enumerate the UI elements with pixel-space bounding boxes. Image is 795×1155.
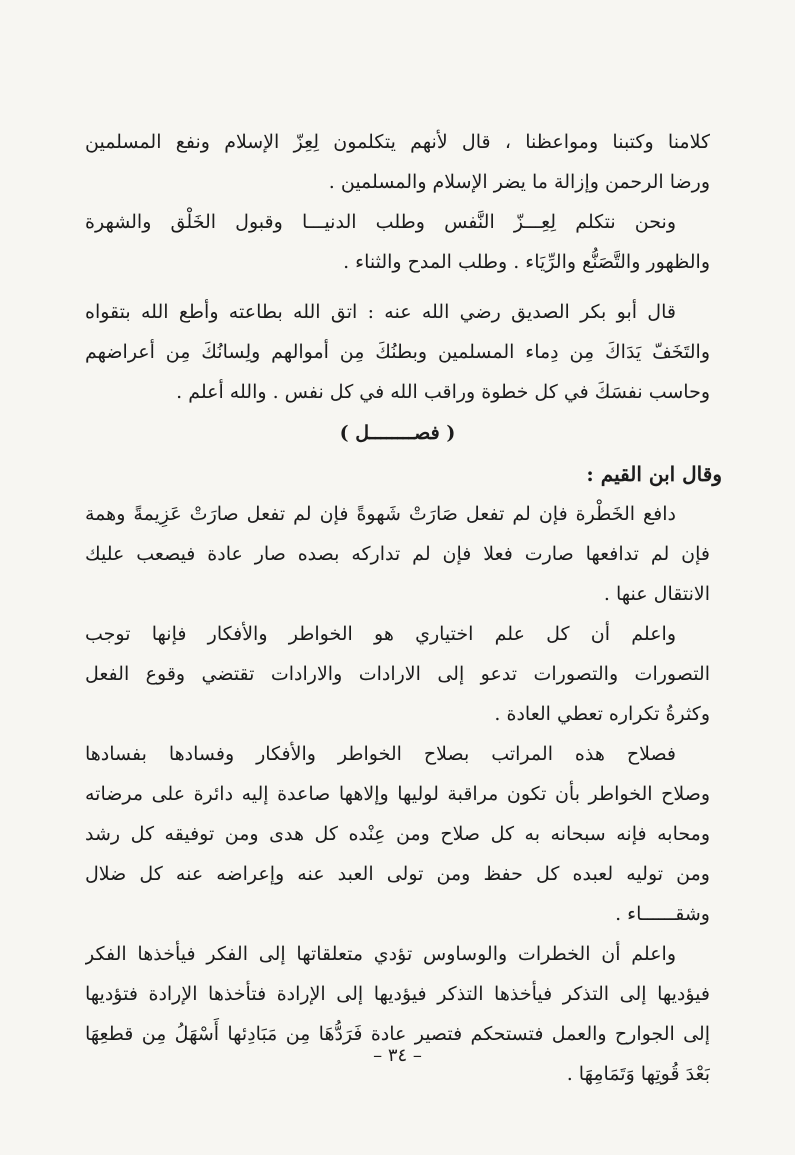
text-line: بَعْدَ قُوتِها وَتَمَامِهَا . — [566, 1063, 710, 1085]
text-line: دافع الخَطْرة فإن لم تفعل صَارَتْ شَهوةً فإن لم تفعل صارَتْ عَزِيمةً وهمة — [85, 503, 676, 525]
section-heading: ( فصــــــــل ) — [339, 422, 456, 444]
document-page — [85, 122, 722, 1085]
text-line: ومحابه فإنه سبحانه به كل صلاح ومن عِنْده كل هدى ومن توفيقه كل رشد — [85, 823, 710, 845]
paragraph-5 — [85, 614, 710, 734]
text-line: ونحن نتكلم لِعِـــزّ النَّفس وطلب الدنيـــا وقبول الخَلْق والشهرة — [85, 211, 676, 233]
text-line: وكثرةُ تكراره تعطي العادة . — [494, 703, 710, 725]
paragraph-4 — [85, 494, 710, 614]
subheading: وقال ابن القيم : — [586, 462, 722, 486]
text-line: قال أبو بكر الصديق رضي الله عنه : اتق الله بطاعته وأطع الله بتقواه — [85, 301, 676, 323]
text-line: فصلاح هذه المراتب بصلاح الخواطر والأفكار وفسادها بفسادها — [85, 743, 676, 765]
paragraph-3 — [85, 292, 710, 412]
text-line: الانتقال عنها . — [603, 583, 710, 605]
text-line: فيؤديها إلى التذكر فيأخذها التذكر فيؤديها إلى الإرادة فتأخذها الإرادة فتؤديها — [85, 983, 710, 1005]
text-line: والتَخَفّ يَدَاكَ مِن دِماء المسلمين وبطنُكَ مِن أموالهم ولِسانُكَ مِن أعراضهم — [85, 341, 710, 363]
text-line: إلى الجوارح والعمل فتستحكم فتصير عادة فَرَدُّهَا مِن مَبَادِئها أَسْهَلُ مِن قطعِهَا — [85, 1023, 710, 1045]
text-line: واعلم أن الخطرات والوساوس تؤدي متعلقاتها إلى الفكر فيأخذها الفكر — [85, 943, 676, 965]
text-line: فإن لم تدافعها صارت فعلا فإن لم تداركه بصده صار عادة فيصعب عليك — [85, 543, 710, 565]
paragraph-7 — [85, 934, 710, 1094]
paragraph-2 — [85, 202, 710, 282]
text-line: وحاسب نفسَكَ في كل خطوة وراقب الله في كل نفس . والله أعلم . — [176, 381, 710, 403]
text-line: واعلم أن كل علم اختياري هو الخواطر والأفكار فإنها توجب — [85, 623, 676, 645]
text-line: ومن توليه لعبده كل حفظ ومن تولى العبد عنه وإعراضه عنه كل ضلال — [85, 863, 710, 885]
text-line: التصورات والتصورات تدعو إلى الارادات والارادات تقتضي وقوع الفعل — [85, 663, 710, 685]
text-line: وصلاح الخواطر بأن تكون مراقبة لوليها وإلاهها صاعدة إليه دائرة على مرضاته — [85, 783, 710, 805]
paragraph-1 — [85, 122, 710, 202]
text-line: كلامنا وكتبنا ومواعظنا ، قال لأنهم يتكلمون لِعِزّ الإسلام ونفع المسلمين — [85, 131, 710, 153]
text-line: ورضا الرحمن وإزالة ما يضر الإسلام والمسلمين . — [328, 171, 710, 193]
paragraph-6 — [85, 734, 710, 934]
text-line: والظهور والتَّصَنُّع والرِّيَاء . وطلب المدح والثناء . — [343, 251, 710, 273]
text-line: وشقــــــاء . — [615, 903, 710, 925]
page-number: – ٣٤ – — [373, 1045, 422, 1066]
